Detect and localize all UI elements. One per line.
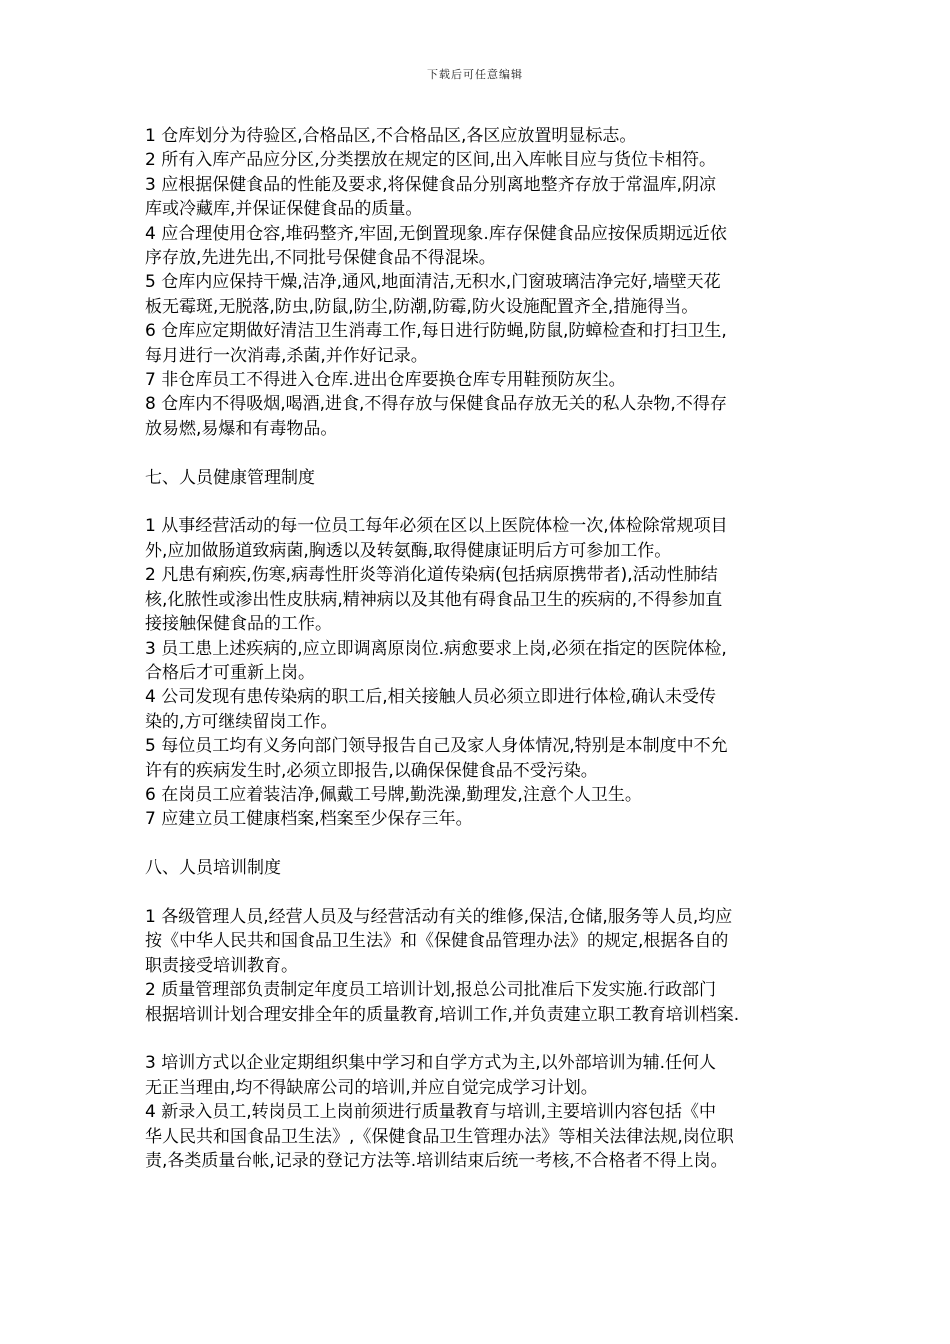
text-line: 7 应建立员工健康档案,档案至少保存三年。	[145, 809, 473, 830]
text-line: 1 从事经营活动的每一位员工每年必须在区以上医院体检一次,体检除常规项目	[145, 516, 728, 537]
text-line: 3 应根据保健食品的性能及要求,将保健食品分别离地整齐存放于常温库,阴凉	[145, 174, 717, 195]
text-line: 6 在岗员工应着装洁净,佩戴工号牌,勤洗澡,勤理发,注意个人卫生。	[145, 784, 642, 805]
text-line: 无正当理由,均不得缺席公司的培训,并应自觉完成学习计划。	[145, 1077, 598, 1098]
text-line: 2 凡患有痢疾,伤寒,病毒性肝炎等消化道传染病(包括病原携带者),活动性肺结	[145, 565, 718, 586]
text-line: 1 仓库划分为待验区,合格品区,不合格品区,各区应放置明显标志。	[145, 126, 637, 146]
text-line: 3 培训方式以企业定期组织集中学习和自学方式为主,以外部培训为辅.任何人	[145, 1053, 717, 1074]
text-line: 按《中华人民共和国食品卫生法》和《保健食品管理办法》的规定,根据各自的	[145, 931, 729, 952]
text-line: 接接触保健食品的工作。	[145, 614, 332, 635]
section-heading: 八、人员培训制度	[145, 858, 281, 879]
text-line: 华人民共和国食品卫生法》,《保健食品卫生管理办法》等相关法律法规,岗位职	[145, 1126, 734, 1147]
text-line: 板无霉斑,无脱落,防虫,防鼠,防尘,防潮,防霉,防火设施配置齐全,措施得当。	[145, 296, 699, 317]
blank-line	[145, 832, 813, 856]
text-line: 库或冷藏库,并保证保健食品的质量。	[145, 199, 423, 220]
text-line: 核,化脓性或渗出性皮肤病,精神病以及其他有碍食品卫生的疾病的,不得参加直	[145, 589, 723, 610]
text-line: 4 公司发现有患传染病的职工后,相关接触人员必须立即进行体检,确认未受传	[145, 687, 717, 708]
text-line: 每月进行一次消毒,杀菌,并作好记录。	[145, 345, 428, 366]
text-line: 2 质量管理部负责制定年度员工培训计划,报总公司批准后下发实施.行政部门	[145, 980, 717, 1001]
blank-line	[145, 1027, 813, 1051]
document-body	[145, 124, 813, 1173]
blank-line	[145, 490, 813, 514]
blank-line	[145, 441, 813, 465]
text-line: 合格后才可重新上岗。	[145, 662, 315, 683]
text-line: 根据培训计划合理安排全年的质量教育,培训工作,并负责建立职工教育培训档案.	[145, 1004, 740, 1025]
text-line: 7 非仓库员工不得进入仓库.进出仓库要换仓库专用鞋预防灰尘。	[145, 370, 626, 391]
text-line: 许有的疾病发生时,必须立即报告,以确保保健食品不受污染。	[145, 760, 598, 781]
text-line: 序存放,先进先出,不同批号保健食品不得混垛。	[145, 248, 496, 269]
text-line: 4 新录入员工,转岗员工上岗前须进行质量教育与培训,主要培训内容包括《中	[145, 1102, 717, 1123]
text-line: 4 应合理使用仓容,堆码整齐,牢固,无倒置现象.库存保健食品应按保质期远近依	[145, 223, 727, 244]
text-line: 5 仓库内应保持干燥,洁净,通风,地面清洁,无积水,门窗玻璃洁净完好,墙壁天花	[145, 272, 721, 293]
text-line: 外,应加做肠道致病菌,胸透以及转氨酶,取得健康证明后方可参加工作。	[145, 540, 672, 561]
text-line: 职责接受培训教育。	[145, 955, 298, 976]
page-header: 下载后可任意编辑	[427, 68, 523, 81]
text-line: 2 所有入库产品应分区,分类摆放在规定的区间,出入库帐目应与货位卡相符。	[145, 150, 717, 171]
text-line: 8 仓库内不得吸烟,喝酒,进食,不得存放与保健食品存放无关的私人杂物,不得存	[145, 394, 727, 415]
text-line: 责,各类质量台帐,记录的登记方法等.培训结束后统一考核,不合格者不得上岗。	[145, 1150, 728, 1171]
text-line: 1 各级管理人员,经营人员及与经营活动有关的维修,保洁,仓储,服务等人员,均应	[145, 906, 733, 927]
blank-line	[145, 881, 813, 905]
text-line: 放易燃,易爆和有毒物品。	[145, 418, 338, 439]
text-line: 5 每位员工均有义务向部门领导报告自己及家人身体情况,特别是本制度中不允	[145, 736, 728, 757]
text-line: 6 仓库应定期做好清洁卫生消毒工作,每日进行防蝇,防鼠,防蟑检查和打扫卫生,	[145, 321, 727, 342]
text-line: 3 员工患上述疾病的,应立即调离原岗位.病愈要求上岗,必须在指定的医院体检,	[145, 638, 727, 659]
text-line: 染的,方可继续留岗工作。	[145, 711, 338, 732]
section-heading: 七、人员健康管理制度	[145, 467, 315, 488]
